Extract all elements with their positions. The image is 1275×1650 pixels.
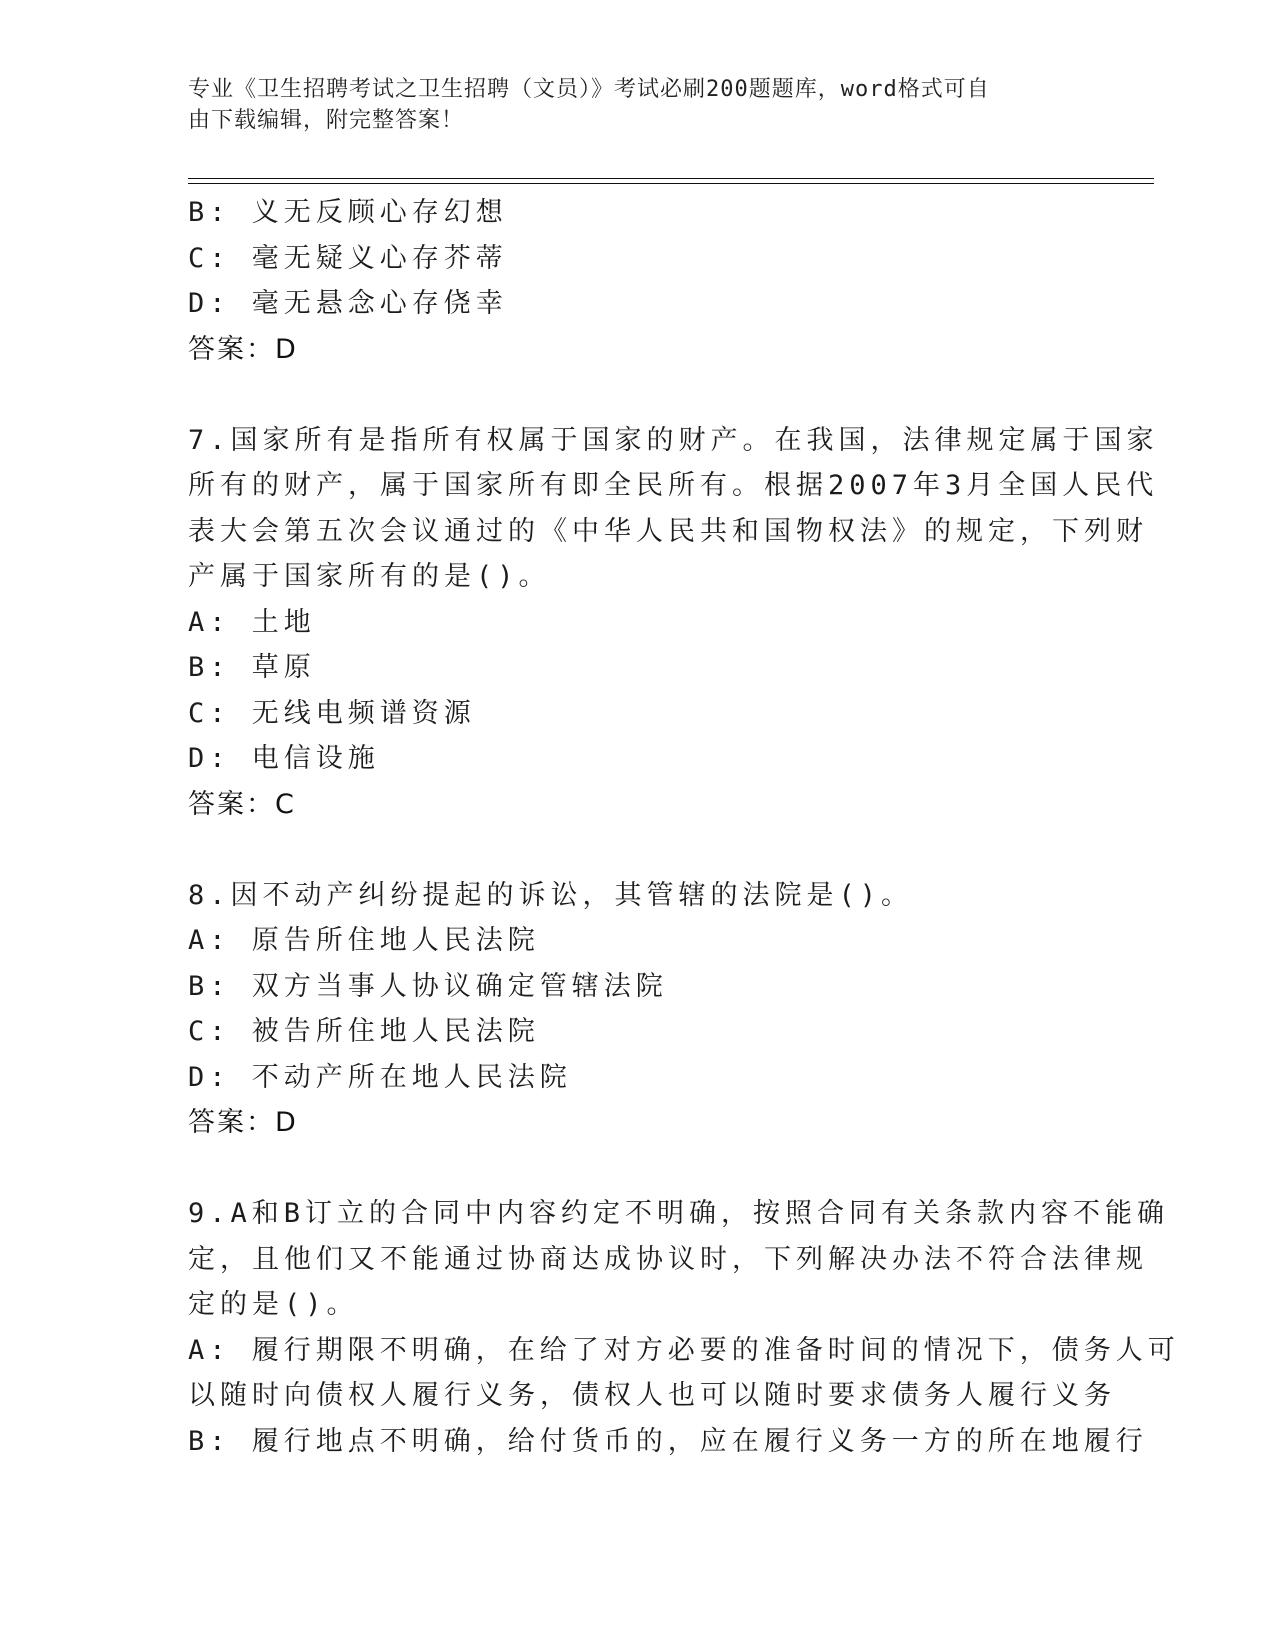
question-stem-line: 7.国家所有是指所有权属于国家的财产。在我国，法律规定属于国家 [188,424,1159,456]
option-b: B: 双方当事人协议确定管辖法院 [188,970,668,1002]
option-c: C: 毫无疑义心存芥蒂 [188,242,508,274]
option-b: B: 履行地点不明确，给付货币的，应在履行义务一方的所在地履行 [188,1425,1148,1457]
question-7 [188,418,1159,828]
question-stem-line: 产属于国家所有的是()。 [188,561,551,592]
header-line-1: 专业《卫生招聘考试之卫生招聘（文员）》考试必刷200题题库，word格式可自 [188,77,990,102]
option-c: C: 被告所住地人民法院 [188,1016,540,1047]
option-a: A: 土地 [188,606,316,638]
option-d: D: 毫无悬念心存侥幸 [188,288,508,319]
question-9 [188,1191,1180,1464]
question-content [188,190,1180,1464]
spacer [188,1146,1088,1192]
question-stem-line: 9.A和B订立的合同中内容约定不明确，按照合同有关条款内容不能确 [188,1198,1170,1229]
option-b: B: 义无反顾心存幻想 [188,197,508,228]
question-stem-line: 所有的财产，属于国家所有即全民所有。根据2007年3月全国人民代 [188,470,1159,501]
question-stem-line: 定，且他们又不能通过协商达成协议时，下列解决办法不符合法律规 [188,1243,1148,1275]
answer: 答案：D [188,1107,298,1138]
question-stem-line: 表大会第五次会议通过的《中华人民共和国物权法》的规定，下列财 [188,515,1148,547]
option-d: D: 不动产所在地人民法院 [188,1061,572,1093]
option-a-line: 以随时向债权人履行义务，债权人也可以随时要求债务人履行义务 [188,1380,1116,1411]
header-line-2: 由下载编辑，附完整答案！ [188,108,465,133]
answer: 答案：C [188,788,296,820]
option-d: D: 电信设施 [188,743,380,774]
question-6-tail [188,190,1088,372]
option-a: A: 原告所住地人民法院 [188,925,540,956]
option-b: B: 草原 [188,652,316,683]
answer: 答案：D [188,333,298,365]
spacer [188,827,1088,873]
option-a-line: A: 履行期限不明确，在给了对方必要的准备时间的情况下，债务人可 [188,1334,1180,1366]
option-c: C: 无线电频谱资源 [188,697,476,729]
question-stem-line: 定的是()。 [188,1289,359,1320]
header-divider [188,178,1154,184]
question-stem: 8.因不动产纠纷提起的诉讼，其管辖的法院是()。 [188,879,914,911]
spacer [188,372,1088,418]
question-8 [188,873,1088,1146]
document-header [188,74,1078,136]
